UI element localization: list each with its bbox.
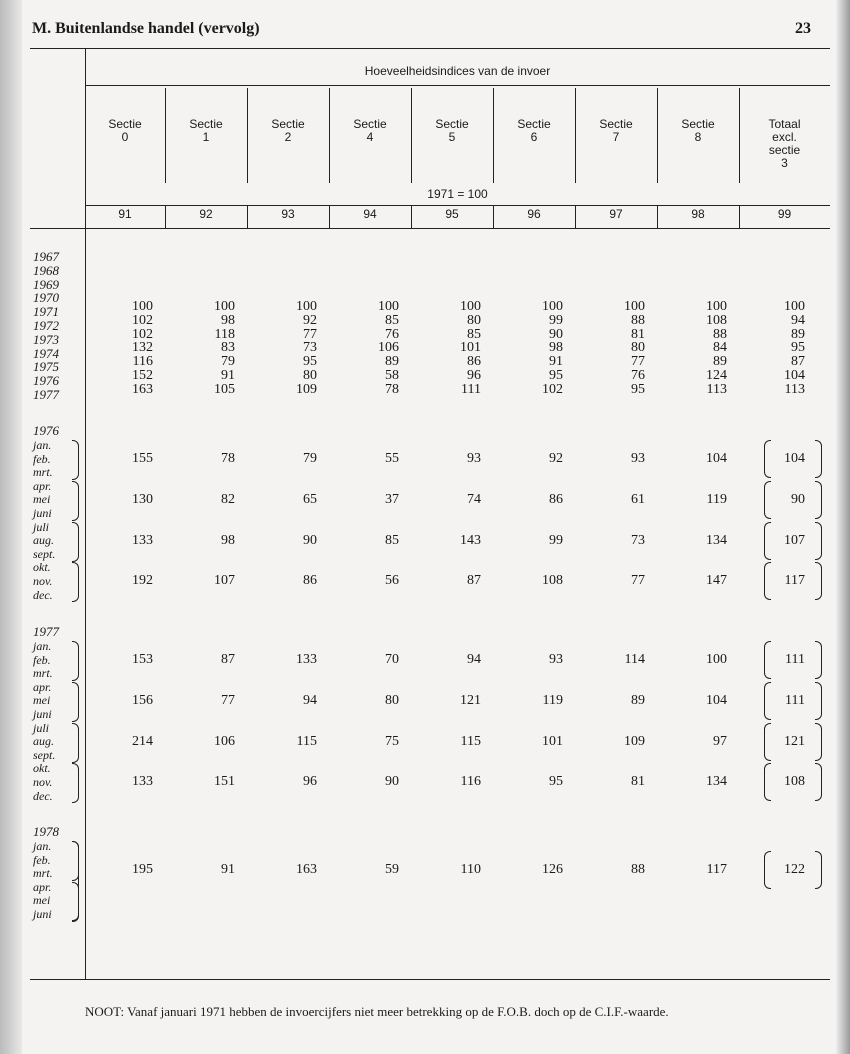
table-cell: 91 — [221, 368, 235, 383]
table-cell: 65 — [303, 491, 317, 507]
table-cell: 80 — [385, 692, 399, 708]
table-cell: 80 — [303, 368, 317, 383]
table-cell: 195 — [132, 862, 153, 877]
table-cell: 108 — [784, 774, 805, 790]
table-cell: 108 — [542, 573, 563, 589]
month-label: jan. — [33, 438, 52, 452]
table-cell: 102 — [132, 312, 153, 328]
table-cell: 79 — [221, 354, 235, 370]
table-cell: 93 — [631, 451, 645, 466]
table-cell: 143 — [460, 532, 481, 548]
total-brace-right — [815, 763, 822, 801]
table-cell: 97 — [713, 733, 727, 749]
block-year-label: 1977 — [33, 624, 59, 639]
month-label: juli — [33, 519, 50, 534]
table-cell: 95 — [631, 381, 645, 397]
year-label: 1971 — [33, 304, 59, 320]
table-cell: 119 — [542, 692, 563, 708]
month-label: nov. — [33, 775, 53, 789]
table-cell: 95 — [303, 354, 317, 370]
table-cell: 85 — [385, 312, 399, 328]
table-cell: 83 — [221, 340, 235, 356]
year-label: 1970 — [33, 290, 59, 306]
table-cell: 99 — [549, 312, 563, 328]
month-label: jan. — [33, 839, 52, 853]
year-label: 1973 — [33, 331, 59, 347]
column-number: 94 — [363, 207, 377, 221]
table-cell: 92 — [303, 312, 317, 328]
column-header: Sectie 5 — [435, 117, 469, 144]
month-label: dec. — [33, 587, 53, 602]
quarter-brace — [72, 522, 79, 562]
month-label: sept. — [33, 546, 56, 561]
month-label: nov. — [33, 574, 53, 588]
table-cell: 98 — [221, 532, 235, 548]
table-cell: 104 — [706, 451, 727, 466]
table-cell: 147 — [706, 573, 727, 589]
month-label: dec. — [33, 788, 53, 803]
column-header: Sectie 6 — [517, 117, 551, 144]
column-number: 95 — [445, 207, 459, 221]
total-brace-left — [764, 763, 771, 801]
year-label: 1967 — [33, 249, 59, 264]
table-cell: 77 — [221, 692, 235, 708]
table-cell: 101 — [460, 340, 481, 356]
table-cell: 73 — [303, 340, 317, 356]
page-title: M. Buitenlandse handel (vervolg) — [32, 20, 260, 37]
month-label: aug. — [33, 533, 54, 548]
table-cell: 133 — [132, 532, 153, 548]
table-cell: 106 — [214, 733, 235, 749]
table-cell: 95 — [791, 340, 805, 356]
column-number: 99 — [777, 207, 792, 221]
table-cell: 94 — [303, 692, 317, 708]
total-brace-right — [815, 481, 822, 519]
table-cell: 151 — [214, 774, 235, 790]
table-cell: 91 — [549, 354, 563, 370]
table-cell: 94 — [467, 652, 481, 667]
table-cell: 78 — [221, 451, 235, 466]
table-cell: 133 — [132, 774, 153, 790]
month-label: mrt. — [33, 465, 53, 480]
total-brace-left — [764, 481, 771, 519]
month-label: juni — [33, 506, 52, 520]
table-cell: 117 — [706, 862, 727, 877]
table-cell: 130 — [132, 491, 153, 507]
table-cell: 100 — [784, 299, 805, 314]
total-brace-right — [815, 682, 822, 720]
column-number: 98 — [691, 207, 705, 221]
page-edge-left — [0, 0, 22, 1054]
table-cell: 214 — [132, 733, 153, 749]
total-brace-right — [815, 851, 822, 889]
table-cell: 102 — [542, 381, 563, 397]
table-cell: 100 — [132, 299, 153, 314]
quarter-brace — [72, 440, 79, 480]
column-header: Sectie 8 — [681, 117, 715, 144]
table-cell: 119 — [706, 491, 727, 507]
table-cell: 93 — [549, 652, 563, 667]
table-cell: 115 — [460, 733, 481, 749]
page-edge-right — [836, 0, 850, 1054]
table-cell: 88 — [631, 862, 645, 877]
table-cell: 107 — [214, 573, 235, 589]
table-cell: 75 — [385, 733, 399, 749]
table-cell: 109 — [624, 733, 645, 749]
month-label: jan. — [33, 639, 52, 653]
year-label: 1972 — [33, 318, 59, 333]
month-label: juli — [33, 720, 50, 735]
table-caption: Hoeveelheidsindices van de invoer — [364, 64, 551, 78]
total-brace-left — [764, 440, 771, 478]
page-number: 23 — [795, 20, 811, 37]
table-cell: 113 — [784, 381, 805, 397]
total-brace-left — [764, 682, 771, 720]
table-cell: 100 — [378, 299, 399, 314]
quarter-brace — [72, 481, 79, 521]
table-cell: 59 — [385, 862, 399, 877]
month-label: apr. — [33, 879, 52, 894]
table-cell: 121 — [460, 692, 481, 708]
column-number: 97 — [609, 207, 623, 221]
table-cell: 100 — [706, 652, 727, 667]
total-brace-right — [815, 562, 822, 600]
table-cell: 58 — [385, 368, 399, 383]
table-cell: 126 — [542, 862, 563, 877]
column-header: Sectie 7 — [599, 117, 633, 144]
table-cell: 85 — [385, 532, 399, 548]
total-brace-right — [815, 522, 822, 560]
table-cell: 88 — [631, 312, 645, 328]
month-label: mrt. — [33, 666, 53, 681]
table-cell: 155 — [132, 451, 153, 466]
month-label: mrt. — [33, 866, 53, 881]
table-cell: 95 — [549, 368, 563, 383]
table-cell: 100 — [624, 299, 645, 314]
table-cell: 156 — [132, 692, 153, 708]
month-label: feb. — [33, 652, 51, 667]
table-cell: 87 — [221, 652, 235, 667]
table-cell: 111 — [785, 652, 805, 667]
table-cell: 104 — [784, 368, 805, 383]
table-cell: 55 — [385, 451, 399, 466]
table-cell: 84 — [713, 340, 727, 356]
table-cell: 110 — [460, 862, 481, 877]
table-cell: 90 — [549, 326, 563, 342]
base-year: 1971 = 100 — [427, 187, 488, 201]
table-cell: 113 — [706, 381, 727, 397]
table-cell: 104 — [706, 692, 727, 708]
table-cell: 89 — [631, 692, 645, 708]
table-cell: 88 — [713, 326, 727, 342]
total-brace-left — [764, 851, 771, 889]
column-number: 96 — [527, 207, 541, 221]
table-cell: 77 — [631, 354, 645, 370]
table-cell: 117 — [784, 573, 805, 589]
quarter-brace — [72, 723, 79, 763]
rule-numbers — [30, 228, 830, 229]
table-cell: 94 — [791, 312, 805, 328]
block-year-label: 1976 — [33, 423, 59, 438]
table-cell: 163 — [296, 862, 317, 877]
table-cell: 86 — [303, 573, 317, 589]
table-cell: 98 — [221, 312, 235, 328]
column-header: Totaal excl. sectie 3 — [768, 117, 801, 170]
table-cell: 82 — [221, 491, 235, 507]
table-cell: 79 — [303, 451, 317, 466]
table-cell: 102 — [132, 326, 153, 342]
month-label: juni — [33, 707, 52, 721]
table-cell: 87 — [467, 573, 481, 589]
year-label: 1969 — [33, 276, 59, 292]
table-cell: 111 — [461, 381, 481, 397]
quarter-brace — [72, 682, 79, 722]
table-cell: 90 — [791, 491, 805, 507]
table-cell: 99 — [549, 532, 563, 548]
month-label: apr. — [33, 679, 52, 694]
table-cell: 87 — [791, 354, 805, 370]
table-cell: 86 — [467, 354, 481, 370]
table-cell: 100 — [214, 299, 235, 314]
month-label: sept. — [33, 747, 56, 762]
table-cell: 80 — [467, 312, 481, 328]
column-number: 91 — [118, 207, 132, 221]
month-label: mei — [33, 492, 51, 507]
month-label: okt. — [33, 761, 51, 776]
table-cell: 192 — [132, 573, 153, 589]
total-brace-right — [815, 440, 822, 478]
table-cell: 76 — [385, 326, 399, 342]
table-cell: 124 — [706, 368, 727, 383]
table-cell: 80 — [631, 340, 645, 356]
table-cell: 56 — [385, 573, 399, 589]
quarter-brace — [72, 763, 79, 803]
table-cell: 77 — [303, 326, 317, 342]
table-cell: 77 — [631, 573, 645, 589]
table-cell: 108 — [706, 312, 727, 328]
year-label: 1977 — [33, 387, 59, 402]
table-cell: 134 — [706, 532, 727, 548]
month-label: okt. — [33, 560, 51, 575]
half-year-brace — [72, 841, 79, 921]
month-label: apr. — [33, 478, 52, 493]
table-cell: 85 — [467, 326, 481, 342]
rule-caption — [85, 85, 830, 86]
table-cell: 81 — [631, 326, 645, 342]
month-label: aug. — [33, 734, 54, 749]
footnote: NOOT: Vanaf januari 1971 hebben de invoercijfers niet meer betrekking op de F.O.B. doch op de C.I.F.-waarde. — [85, 1004, 669, 1019]
table-cell: 92 — [549, 451, 563, 466]
table-cell: 90 — [303, 532, 317, 548]
table-cell: 122 — [784, 862, 805, 877]
month-label: feb. — [33, 852, 51, 867]
rule-top — [30, 48, 830, 49]
table-cell: 78 — [385, 381, 399, 397]
table-cell: 100 — [460, 299, 481, 314]
table-cell: 73 — [631, 532, 645, 548]
table-cell: 163 — [132, 381, 153, 397]
year-label: 1968 — [33, 262, 59, 278]
column-header: Sectie 2 — [271, 117, 305, 144]
block-year-label: 1978 — [33, 824, 59, 839]
table-cell: 106 — [378, 340, 399, 356]
rule-bottom — [30, 979, 830, 980]
table-cell: 76 — [631, 368, 645, 383]
quarter-brace — [72, 562, 79, 602]
month-label: juni — [33, 907, 52, 921]
total-brace-left — [764, 641, 771, 679]
table-cell: 111 — [785, 692, 805, 708]
table-cell: 86 — [549, 491, 563, 507]
table-cell: 37 — [385, 491, 399, 507]
total-brace-left — [764, 562, 771, 600]
table-cell: 61 — [631, 491, 645, 507]
table-cell: 89 — [791, 326, 805, 342]
table-cell: 90 — [385, 774, 399, 790]
total-brace-left — [764, 723, 771, 761]
total-brace-right — [815, 723, 822, 761]
table-cell: 105 — [214, 381, 235, 397]
table-cell: 132 — [132, 340, 153, 356]
table-cell: 134 — [706, 774, 727, 790]
table-cell: 89 — [385, 354, 399, 370]
table-cell: 133 — [296, 652, 317, 667]
table-cell: 81 — [631, 774, 645, 790]
quarter-brace — [72, 641, 79, 681]
table-cell: 116 — [460, 774, 481, 790]
table-cell: 93 — [467, 451, 481, 466]
year-label: 1975 — [33, 359, 59, 375]
table-cell: 96 — [467, 368, 481, 383]
table-cell: 116 — [132, 354, 153, 370]
table-cell: 100 — [296, 299, 317, 314]
column-header: Sectie 4 — [353, 117, 387, 144]
table-cell: 114 — [624, 652, 645, 667]
table-cell: 101 — [542, 733, 563, 749]
table-cell: 74 — [467, 491, 481, 507]
total-brace-left — [764, 522, 771, 560]
table-cell: 98 — [549, 340, 563, 356]
table-cell: 95 — [549, 774, 563, 790]
month-label: mei — [33, 893, 51, 908]
table-cell: 100 — [542, 299, 563, 314]
table-cell: 153 — [132, 652, 153, 667]
table-cell: 70 — [385, 652, 399, 667]
column-number: 92 — [199, 207, 213, 221]
column-header: Sectie 1 — [189, 117, 223, 144]
table-cell: 100 — [706, 299, 727, 314]
table-cell: 107 — [784, 532, 805, 548]
rule-base — [85, 205, 830, 206]
table-cell: 109 — [296, 381, 317, 397]
year-label: 1976 — [33, 373, 59, 389]
table-cell: 91 — [221, 862, 235, 877]
table-cell: 121 — [784, 733, 805, 749]
column-header: Sectie 0 — [108, 117, 142, 144]
total-brace-right — [815, 641, 822, 679]
month-label: feb. — [33, 451, 51, 466]
year-label: 1974 — [33, 345, 59, 361]
table-cell: 118 — [214, 326, 235, 342]
month-label: mei — [33, 693, 51, 708]
table-cell: 152 — [132, 368, 153, 383]
column-number: 93 — [281, 207, 295, 221]
table-cell: 104 — [784, 451, 805, 466]
table-cell: 89 — [713, 354, 727, 370]
table-cell: 115 — [296, 733, 317, 749]
table-cell: 96 — [303, 774, 317, 790]
